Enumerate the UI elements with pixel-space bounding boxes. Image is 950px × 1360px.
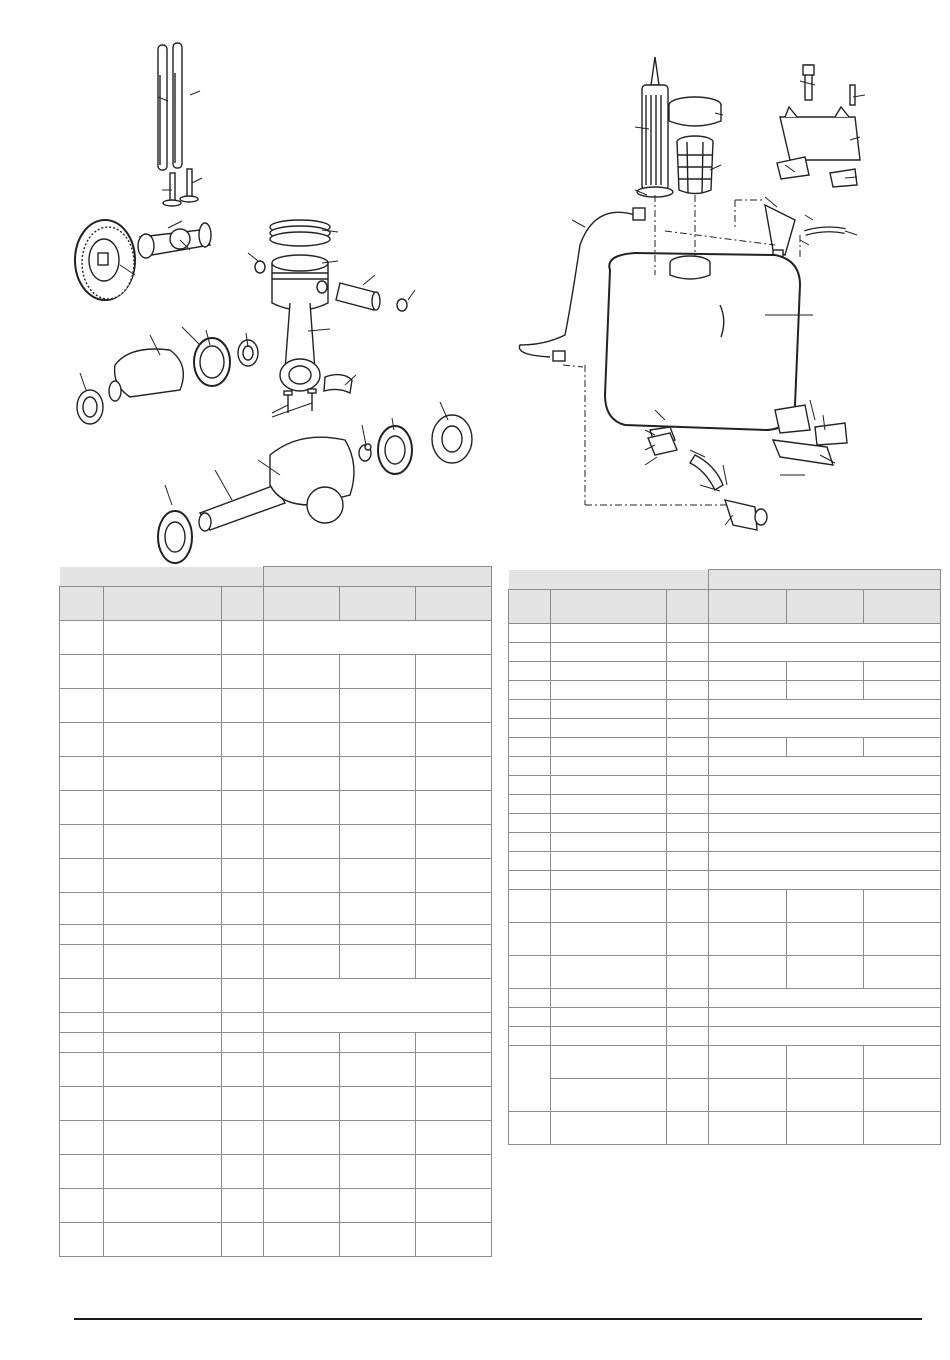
table-row bbox=[60, 1013, 492, 1033]
gudgeon-pin bbox=[336, 283, 380, 310]
balancer-shaft bbox=[109, 349, 183, 401]
bracket bbox=[777, 107, 860, 187]
table-row bbox=[60, 825, 492, 859]
table-row bbox=[60, 655, 492, 689]
table-row bbox=[60, 1053, 492, 1087]
table-row bbox=[509, 643, 941, 662]
table-row bbox=[509, 1008, 941, 1027]
table-row bbox=[509, 700, 941, 719]
fuel-filter bbox=[637, 57, 673, 197]
table-row bbox=[60, 1087, 492, 1121]
fuel-tank bbox=[605, 253, 800, 430]
table-column-header bbox=[509, 590, 941, 624]
table-row bbox=[509, 624, 941, 643]
fuel-system-drawing bbox=[505, 45, 865, 545]
table-row bbox=[60, 979, 492, 1013]
table-row bbox=[60, 791, 492, 825]
table-row bbox=[509, 738, 941, 757]
table-row bbox=[60, 925, 492, 945]
table-row bbox=[509, 871, 941, 890]
filter-cap bbox=[669, 97, 721, 126]
table-row bbox=[509, 757, 941, 776]
table-group-header bbox=[60, 567, 492, 587]
table-row bbox=[509, 1079, 941, 1112]
table-row bbox=[509, 719, 941, 738]
bolts bbox=[284, 389, 316, 413]
table-row bbox=[60, 1155, 492, 1189]
table-row bbox=[509, 852, 941, 871]
piston-rings bbox=[270, 220, 330, 246]
table-row bbox=[509, 662, 941, 681]
cam-gear bbox=[75, 220, 135, 300]
table-row bbox=[60, 893, 492, 925]
piston bbox=[272, 255, 328, 310]
table-row bbox=[60, 757, 492, 791]
strainer bbox=[677, 136, 713, 194]
table-row bbox=[509, 1112, 941, 1145]
table-row bbox=[509, 956, 941, 989]
table-row bbox=[60, 1189, 492, 1223]
table-row bbox=[509, 1046, 941, 1079]
fuel-parts-table bbox=[508, 569, 941, 1145]
table-row bbox=[509, 776, 941, 795]
table-row bbox=[60, 1121, 492, 1155]
table-row bbox=[509, 890, 941, 923]
tappets bbox=[163, 169, 198, 206]
table-row bbox=[60, 1033, 492, 1053]
table-row bbox=[60, 859, 492, 893]
table-row bbox=[60, 689, 492, 723]
table-row bbox=[60, 621, 492, 655]
fuel-tap bbox=[648, 427, 767, 530]
engine-parts-table bbox=[59, 566, 492, 1257]
table-row bbox=[509, 814, 941, 833]
mounting-brackets bbox=[773, 405, 847, 465]
table-row bbox=[60, 723, 492, 757]
balancer-gear bbox=[194, 338, 230, 386]
table-row bbox=[509, 923, 941, 956]
table-row bbox=[509, 1027, 941, 1046]
table-row bbox=[509, 795, 941, 814]
push-rods bbox=[158, 43, 182, 170]
table-group-header bbox=[509, 570, 941, 590]
table-row bbox=[60, 1223, 492, 1257]
table-row bbox=[509, 833, 941, 852]
big-end-bearing bbox=[324, 375, 352, 393]
table-column-header bbox=[60, 587, 492, 621]
table-row bbox=[509, 681, 941, 700]
camshaft bbox=[138, 223, 211, 258]
table-row bbox=[60, 945, 492, 979]
footer-rule bbox=[74, 1318, 922, 1320]
connecting-rod bbox=[280, 303, 320, 391]
engine-parts-drawing bbox=[60, 35, 500, 565]
table-row bbox=[509, 989, 941, 1008]
crankshaft bbox=[199, 437, 371, 531]
